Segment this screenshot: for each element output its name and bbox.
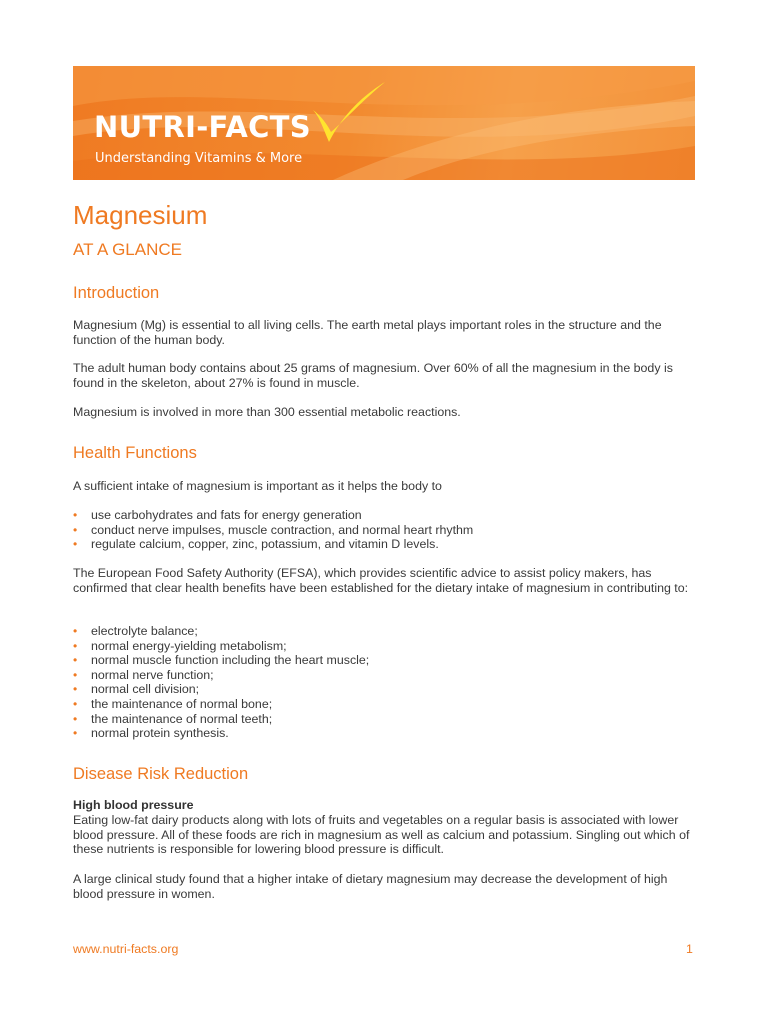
list-item: • use carbohydrates and fats for energy generation xyxy=(73,508,362,522)
header-banner xyxy=(73,66,695,180)
bullet-icon: • xyxy=(73,696,78,711)
section-heading-introduction: Introduction xyxy=(73,284,160,302)
efsa-paragraph: The European Food Safety Authority (EFSA), which provides scientific advice to assist policy makers, has confirmed that clear health benefits have been established for the dietary intake of magnesium in contributing to: xyxy=(73,566,689,595)
disease-paragraph-2: A large clinical study found that a higher intake of dietary magnesium may decrease the development of high blood pressure in women. xyxy=(73,872,668,901)
intro-paragraph-3: Magnesium is involved in more than 300 essential metabolic reactions. xyxy=(73,405,461,419)
list-item: • normal nerve function; xyxy=(73,667,214,682)
health-lead-paragraph: A sufficient intake of magnesium is important as it helps the body to xyxy=(73,479,442,493)
section-heading-disease-risk-reduction: Disease Risk Reduction xyxy=(73,765,249,783)
health-functions-list xyxy=(73,508,473,552)
list-item: • the maintenance of normal teeth; xyxy=(73,711,273,726)
list-item: • electrolyte balance; xyxy=(73,624,198,638)
list-item: • regulate calcium, copper, zinc, potassium, and vitamin D levels. xyxy=(73,537,439,552)
page-title: Magnesium xyxy=(73,200,208,230)
section-heading-health-functions: Health Functions xyxy=(73,444,197,462)
list-item: • the maintenance of normal bone; xyxy=(73,696,273,711)
brand-name: NUTRI-FACTS xyxy=(94,110,311,144)
intro-paragraph-1: Magnesium (Mg) is essential to all living cells. The earth metal plays important roles in the structure and the function of the human body. xyxy=(73,318,662,347)
intro-paragraph-2: The adult human body contains about 25 grams of magnesium. Over 60% of all the magnesium in the body is found in the skeleton, about 27% is found in muscle. xyxy=(73,361,673,390)
footer-website-link[interactable]: www.nutri-facts.org xyxy=(73,942,179,956)
list-item: • conduct nerve impulses, muscle contraction, and normal heart rhythm xyxy=(73,522,474,537)
bullet-icon: • xyxy=(73,726,78,741)
subheading-high-blood-pressure: High blood pressure xyxy=(73,798,194,812)
bullet-icon: • xyxy=(73,682,78,697)
bullet-icon: • xyxy=(73,522,78,537)
page-number: 1 xyxy=(686,942,693,956)
checkmark-icon xyxy=(309,80,389,150)
bullet-icon: • xyxy=(73,624,78,638)
efsa-benefits-list xyxy=(73,624,369,741)
bullet-icon: • xyxy=(73,711,78,726)
bullet-icon: • xyxy=(73,653,78,668)
bullet-icon: • xyxy=(73,508,78,522)
bullet-icon: • xyxy=(73,638,78,653)
bullet-icon: • xyxy=(73,537,78,552)
list-item: • normal muscle function including the heart muscle; xyxy=(73,653,370,668)
disease-paragraph-1: Eating low-fat dairy products along with lots of fruits and vegetables on a regular basis is associated with lower blood pressure. All of these foods are rich in magnesium as well as calcium and potassium. Singling out which of these nutrients is responsible for lowering blood pressure is difficult. xyxy=(73,813,690,857)
brand-tagline: Understanding Vitamins & More xyxy=(95,151,303,166)
page-subtitle: AT A GLANCE xyxy=(73,240,182,259)
bullet-icon: • xyxy=(73,667,78,682)
list-item: • normal protein synthesis. xyxy=(73,726,229,741)
list-item: • normal cell division; xyxy=(73,682,200,697)
list-item: • normal energy-yielding metabolism; xyxy=(73,638,287,653)
